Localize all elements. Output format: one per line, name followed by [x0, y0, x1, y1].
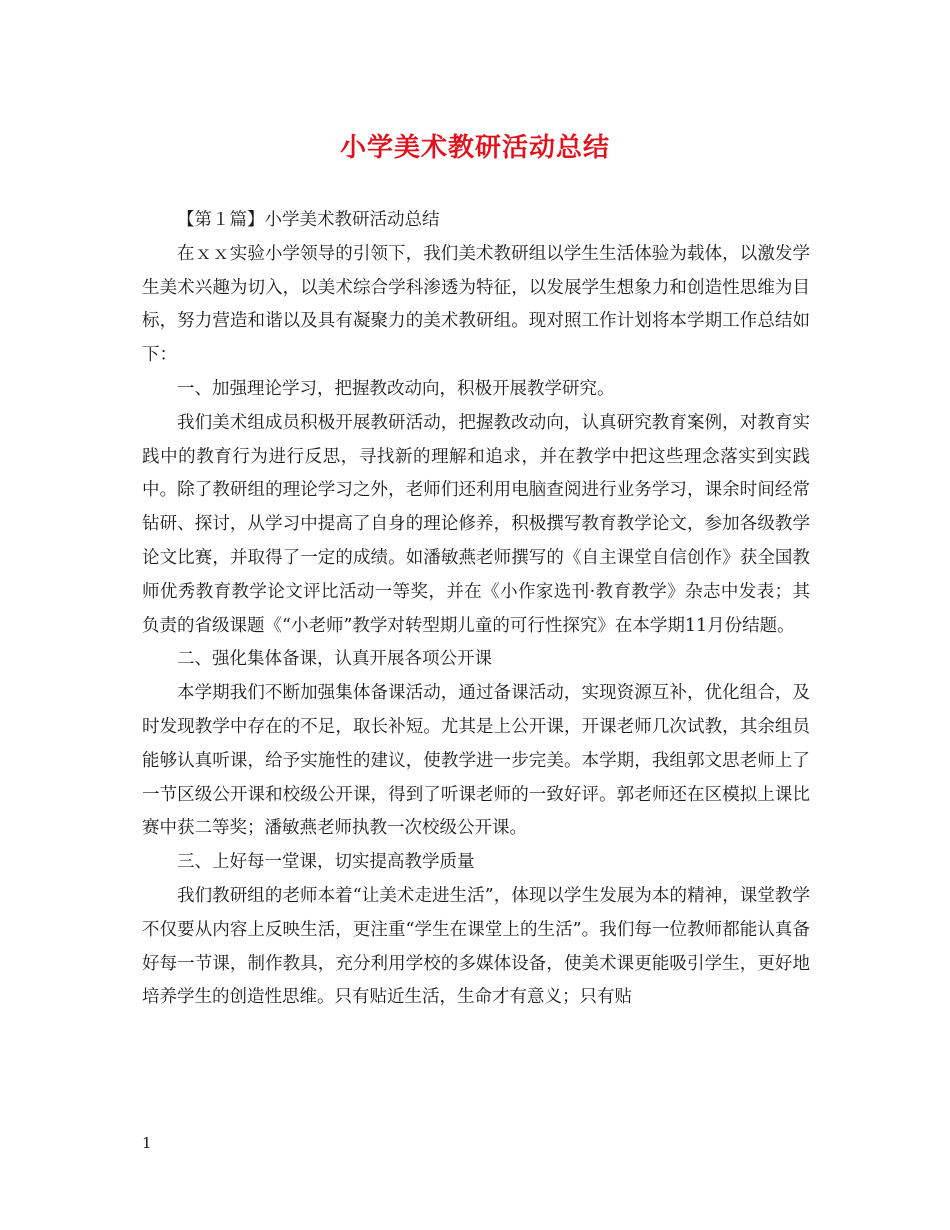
paragraph-teaching-quality: 我们教研组的老师本着“让美术走进生活”，体现以学生发展为本的精神，课堂教学不仅要从内容上反映生活，更注重“学生在课堂上的生活”。我们每一位教师都能认真备好每一节课，制作教具，充分利用学校的多媒体设备，使美术课更能吸引学生，更好地培养学生的创造性思维。只有贴近生活，生命才有意义；只有贴	[142, 885, 810, 1008]
paragraph-introduction: 在ｘｘ实验小学领导的引领下，我们美术教研组以学生生活体验为载体，以激发学生美术兴趣为切入，以美术综合学科渗透为特征，以发展学生想象力和创造性思维为目标，努力营造和谐以及具有凝聚力的美术教研组。现对照工作计划将本学期工作总结如下：	[142, 243, 810, 366]
paragraph-collective-lesson-prep: 本学期我们不断加强集体备课活动，通过备课活动，实现资源互补，优化组合，及时发现教学中存在的不足，取长补短。尤其是上公开课，开课老师几次试教，其余组员能够认真听课，给予实施性的建议，使教学进一步完美。本学期，我组郭文思老师上了一节区级公开课和校级公开课，得到了听课老师的一致好评。郭老师还在区模拟上课比赛中获二等奖；潘敏燕老师执教一次校级公开课。	[142, 683, 810, 839]
page-number: 1	[142, 1134, 152, 1152]
section-heading-theory-study: 一、加强理论学习，把握教改动向，积极开展教学研究。	[177, 378, 615, 399]
document-body	[142, 204, 810, 1015]
paragraph-theory-study: 我们美术组成员积极开展教研活动，把握教改动向，认真研究教育案例，对教育实践中的教育行为进行反思，寻找新的理解和追求，并在教学中把这些理念落实到实践中。除了教研组的理论学习之外，老师们还利用电脑查阅进行业务学习，课余时间经常钻研、探讨，从学习中提高了自身的理论修养，积极撰写教育教学论文，参加各级教学论文比赛，并取得了一定的成绩。如潘敏燕老师撰写的《自主课堂自信创作》获全国教师优秀教育教学论文评比活动一等奖，并在《小作家选刊·教育教学》杂志中发表；其负责的省级课题《“小老师”教学对转型期儿童的可行性探究》在本学期11月份结题。	[142, 412, 810, 636]
section-heading-part-1: 【第１篇】小学美术教研活动总结	[177, 210, 440, 230]
document-title: 小学美术教研活动总结	[339, 133, 610, 163]
section-heading-collective-lesson-prep: 二、强化集体备课，认真开展各项公开课	[177, 649, 492, 670]
section-heading-teaching-quality: 三、上好每一堂课，切实提高教学质量	[177, 852, 475, 873]
